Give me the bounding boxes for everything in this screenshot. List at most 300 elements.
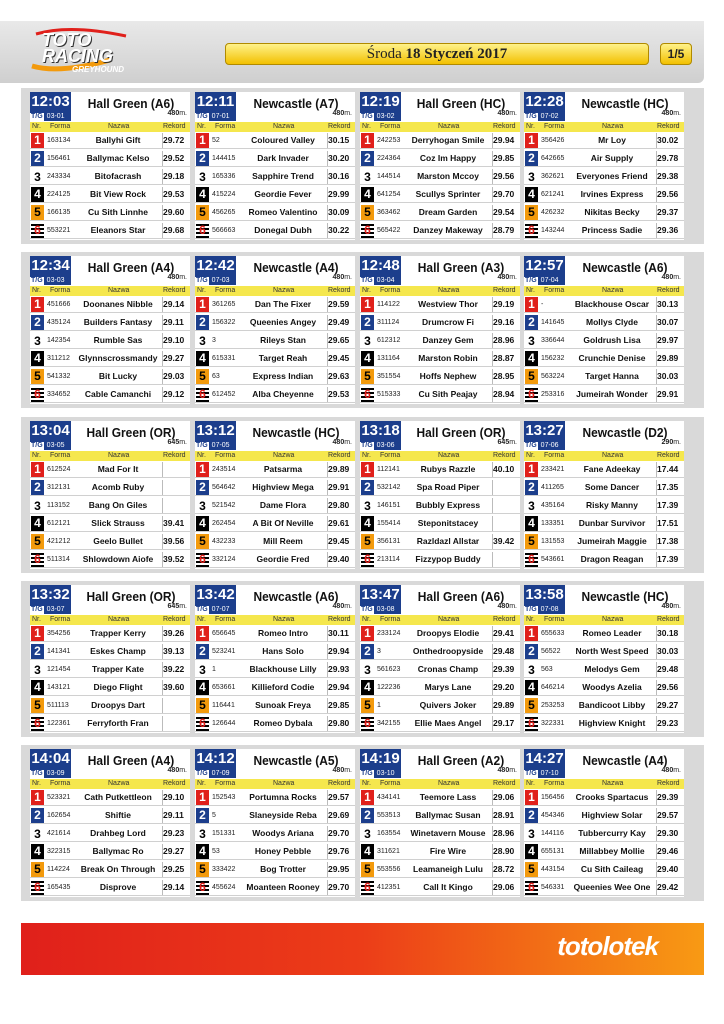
trap-number: 3 (361, 169, 374, 184)
race-time: 13:32 (31, 586, 70, 603)
runner-row (360, 314, 520, 331)
header-nr: Nr. (362, 287, 371, 294)
runner-name: Tubbercurry Kay (578, 828, 646, 838)
race-venue: Hall Green (A4) (87, 260, 175, 275)
runner-record: 29.93 (328, 664, 350, 674)
runner-name: Dan The Fixer (254, 299, 312, 309)
runner-name: Rileys Stan (260, 335, 306, 345)
runner-name: Portumna Rocks (249, 792, 317, 802)
runner-row (30, 807, 190, 824)
race-distance (333, 110, 352, 117)
column-header (30, 779, 190, 789)
runner-row (360, 825, 520, 842)
distance-unit: m. (344, 439, 352, 446)
race-venue: Newcastle (A4) (253, 260, 339, 275)
runner-name: Romeo Intro (257, 628, 309, 638)
race-distance (333, 274, 352, 281)
header-rekord: Rekord (657, 287, 680, 294)
runner-record: 29.91 (328, 482, 350, 492)
race-card (524, 421, 684, 569)
header-nr: Nr. (362, 780, 371, 787)
runner-form: 1 (212, 666, 216, 673)
runner-name: Droopys Dart (91, 700, 145, 710)
race-distance (168, 274, 187, 281)
race-distance (168, 767, 187, 774)
race-code (524, 769, 565, 778)
runner-name: Cu Sith Linnhe (88, 207, 148, 217)
header-nazwa: Nazwa (602, 123, 624, 130)
runner-row (195, 296, 355, 313)
runner-form: 566663 (212, 227, 236, 234)
race-card (360, 92, 520, 240)
runner-row (524, 497, 684, 514)
tg-badge: T/G (525, 277, 537, 284)
race-card (360, 421, 520, 569)
distance-value: 480 (661, 767, 674, 774)
race-code (524, 441, 565, 450)
runner-row (195, 204, 355, 221)
trap-number: 5 (361, 534, 374, 549)
trap-number: 1 (196, 133, 209, 148)
race-distance (662, 274, 681, 281)
runner-form: 311621 (377, 848, 400, 855)
runner-name: Highview Knight (578, 718, 646, 728)
runner-form: 435124 (47, 319, 71, 326)
trap-number: 6 (196, 552, 209, 567)
runner-name: Blackhouse Oscar (574, 299, 650, 309)
runner-name: A Bit Of Neville (252, 518, 314, 528)
race-time: 12:11 (196, 93, 235, 110)
trap-number: 2 (31, 151, 44, 166)
race-venue: Newcastle (A6) (253, 589, 339, 604)
runner-name: Hans Solo (262, 646, 304, 656)
tg-badge: T/G (361, 113, 373, 120)
runner-form: 546331 (541, 884, 565, 891)
runner-row (195, 715, 355, 732)
trap-number: 4 (525, 351, 538, 366)
runner-record: 29.23 (657, 718, 679, 728)
race-distance (662, 439, 681, 446)
runner-row (524, 679, 684, 696)
distance-value: 480 (332, 110, 345, 117)
runner-record: 29.41 (493, 628, 515, 638)
runner-name: Break On Through (80, 864, 156, 874)
race-venue: Hall Green (A4) (87, 753, 175, 768)
logo-line1: TOTO (42, 30, 92, 50)
runner-row (360, 461, 520, 478)
runner-form: 434141 (377, 794, 401, 801)
runner-row (524, 314, 684, 331)
header-forma: Forma (50, 616, 71, 623)
race-card (524, 749, 684, 897)
runner-form: 224125 (47, 191, 71, 198)
runner-row (195, 789, 355, 806)
trap-number: 5 (361, 369, 374, 384)
runner-row (30, 679, 190, 696)
runner-form: 56522 (541, 648, 561, 655)
runner-form: 565422 (377, 227, 401, 234)
tg-badge: T/G (361, 442, 373, 449)
race-code-value: 07-06 (540, 442, 559, 449)
race-code-value: 03-05 (46, 442, 65, 449)
trap-number: 6 (31, 880, 44, 895)
runner-row (195, 515, 355, 532)
runner-row (195, 625, 355, 642)
runner-name: Ballymac Susan (415, 810, 481, 820)
runner-form: 332124 (212, 556, 236, 563)
runner-name: Jumeirah Maggie (577, 536, 647, 546)
runner-record: 29.03 (163, 371, 185, 381)
race-card (195, 585, 355, 733)
tg-badge: T/G (361, 277, 373, 284)
runner-name: Woodys Azelia (582, 682, 642, 692)
runner-row (195, 386, 355, 403)
distance-value: 645 (497, 439, 510, 446)
header-forma: Forma (544, 780, 565, 787)
column-header (360, 451, 520, 461)
trap-number: 3 (525, 169, 538, 184)
runner-row (30, 697, 190, 714)
header-rekord: Rekord (657, 616, 680, 623)
runner-name: Queenies Wee One (573, 882, 651, 892)
race-card (30, 256, 190, 404)
runner-row (195, 551, 355, 568)
runner-form: 53 (212, 848, 220, 855)
runner-form: 642665 (541, 155, 565, 162)
race-code (30, 441, 71, 450)
runner-record: 29.39 (657, 792, 679, 802)
runner-record: 29.27 (163, 353, 185, 363)
runner-form: 553556 (377, 866, 401, 873)
trap-number: 1 (31, 133, 44, 148)
runner-name: Quivers Joker (419, 700, 477, 710)
runner-row (524, 204, 684, 221)
runner-record: 17.35 (657, 482, 679, 492)
runner-record: 30.03 (657, 646, 679, 656)
runner-name: Fizzypop Buddy (415, 554, 481, 564)
runner-record: 17.38 (657, 536, 679, 546)
runner-record: 29.45 (328, 353, 350, 363)
runner-record: 29.10 (163, 335, 185, 345)
runner-record: 29.99 (328, 189, 350, 199)
date-number: 18 (405, 46, 421, 62)
runner-row (195, 679, 355, 696)
column-header (360, 286, 520, 296)
runner-form: 141341 (47, 648, 71, 655)
trap-number: 5 (31, 698, 44, 713)
runner-record: 29.19 (493, 299, 515, 309)
runner-name: Bog Trotter (260, 864, 306, 874)
runner-form: 121454 (47, 666, 71, 673)
column-divider (162, 480, 163, 495)
runner-record: 30.03 (657, 371, 679, 381)
header-nr: Nr. (197, 287, 206, 294)
runner-row (524, 479, 684, 496)
trap-number: 4 (525, 680, 538, 695)
runner-row (195, 368, 355, 385)
distance-unit: m. (509, 110, 517, 117)
runner-row (30, 222, 190, 239)
runner-record: 30.22 (328, 225, 350, 235)
header-rekord: Rekord (657, 780, 680, 787)
runner-form: 162654 (47, 812, 71, 819)
runner-row (195, 222, 355, 239)
distance-value: 480 (332, 767, 345, 774)
runner-record: 30.15 (328, 135, 350, 145)
header-nr: Nr. (197, 616, 206, 623)
race-time: 12:19 (361, 93, 400, 110)
date-month-year: Styczeń 2017 (424, 46, 508, 62)
runner-record: 29.89 (328, 464, 350, 474)
trap-number: 6 (525, 387, 538, 402)
runner-record: 30.18 (657, 628, 679, 638)
runner-form: 116441 (212, 702, 235, 709)
runner-name: Rumble Sas (93, 335, 143, 345)
runner-row (195, 661, 355, 678)
runner-row (360, 643, 520, 660)
runner-form: 253253 (541, 702, 565, 709)
header-rekord: Rekord (493, 123, 516, 130)
header-nr: Nr. (32, 780, 41, 787)
tg-badge: T/G (31, 277, 43, 284)
runner-record: 39.41 (163, 518, 185, 528)
trap-number: 3 (31, 662, 44, 677)
runner-row (360, 661, 520, 678)
header-nr: Nr. (32, 287, 41, 294)
runner-record: 28.91 (493, 810, 515, 820)
runner-record: 29.60 (163, 207, 185, 217)
header-nr: Nr. (362, 452, 371, 459)
header-nazwa: Nazwa (602, 287, 624, 294)
distance-unit: m. (179, 274, 187, 281)
runner-form: 151331 (212, 830, 236, 837)
header-forma: Forma (50, 452, 71, 459)
header-nazwa: Nazwa (273, 452, 295, 459)
header-nr: Nr. (526, 123, 535, 130)
race-code-value: 07-05 (211, 442, 230, 449)
column-header (524, 779, 684, 789)
trap-number: 4 (361, 351, 374, 366)
runner-record: 29.63 (328, 371, 350, 381)
runner-form: 262454 (212, 520, 236, 527)
race-time: 14:12 (196, 750, 235, 767)
distance-unit: m. (179, 110, 187, 117)
distance-value: 645 (167, 439, 180, 446)
trap-number: 5 (525, 205, 538, 220)
column-header (524, 122, 684, 132)
runner-row (524, 296, 684, 313)
race-time: 13:58 (525, 586, 564, 603)
runner-form: 435164 (541, 502, 565, 509)
runner-name: Ballymac Kelso (86, 153, 150, 163)
runner-name: Princess Sadie (581, 225, 643, 235)
trap-number: 3 (196, 333, 209, 348)
header-rekord: Rekord (163, 780, 186, 787)
distance-unit: m. (673, 439, 681, 446)
runner-form: 515333 (377, 391, 401, 398)
race-card (360, 585, 520, 733)
runner-row (524, 861, 684, 878)
runner-record: 28.94 (493, 389, 515, 399)
runner-row (195, 314, 355, 331)
race-code (30, 276, 71, 285)
runner-row (30, 386, 190, 403)
runner-row (360, 861, 520, 878)
runner-name: Slick Strauss (91, 518, 145, 528)
trap-number: 5 (31, 862, 44, 877)
runner-form: 146151 (377, 502, 401, 509)
trap-number: 1 (525, 133, 538, 148)
distance-value: 480 (332, 603, 345, 610)
distance-unit: m. (509, 274, 517, 281)
runner-name: Trapper Kerry (90, 628, 146, 638)
runner-form: 312131 (47, 484, 71, 491)
tg-badge: T/G (31, 606, 43, 613)
trap-number: 2 (31, 315, 44, 330)
race-distance (333, 767, 352, 774)
trap-number: 3 (196, 169, 209, 184)
runner-name: Romeo Dybala (253, 718, 313, 728)
trap-number: 2 (196, 315, 209, 330)
race-distance (168, 439, 187, 446)
runner-record: 29.57 (328, 792, 350, 802)
race-code-value: 07-04 (540, 277, 559, 284)
distance-unit: m. (344, 110, 352, 117)
runner-row (524, 461, 684, 478)
runner-name: Woodys Ariana (252, 828, 314, 838)
runner-record: 29.23 (163, 828, 185, 838)
race-venue: Newcastle (A7) (253, 96, 339, 111)
header-rekord: Rekord (493, 287, 516, 294)
race-venue: Newcastle (HC) (581, 96, 669, 111)
runner-row (30, 879, 190, 896)
trap-number: 3 (31, 169, 44, 184)
runner-form: 3 (212, 337, 216, 344)
race-distance (662, 110, 681, 117)
race-venue: Hall Green (OR) (86, 425, 176, 440)
runner-record: 29.61 (328, 518, 350, 528)
header-nazwa: Nazwa (602, 452, 624, 459)
race-code (195, 769, 236, 778)
race-card (195, 92, 355, 240)
runner-name: Cath Putkettleon (84, 792, 152, 802)
header-nazwa: Nazwa (438, 123, 460, 130)
race-code-value: 07-07 (211, 606, 230, 613)
race-card (360, 749, 520, 897)
header-nr: Nr. (197, 780, 206, 787)
race-time: 14:04 (31, 750, 70, 767)
runner-name: Dunbar Survivor (578, 518, 646, 528)
trap-number: 1 (361, 626, 374, 641)
tg-badge: T/G (196, 113, 208, 120)
header-rekord: Rekord (493, 616, 516, 623)
column-divider (162, 498, 163, 513)
distance-value: 290 (661, 439, 674, 446)
trap-number: 1 (361, 790, 374, 805)
trap-number: 4 (196, 516, 209, 531)
runner-record: 29.57 (657, 810, 679, 820)
header-forma: Forma (544, 616, 565, 623)
header-rekord: Rekord (163, 287, 186, 294)
runner-row (360, 715, 520, 732)
runner-row (524, 715, 684, 732)
column-header (30, 615, 190, 625)
race-time: 13:27 (525, 422, 564, 439)
logo-line3: GREYHOUND (72, 65, 125, 74)
runner-record: 39.22 (163, 664, 185, 674)
race-code (30, 769, 71, 778)
runner-record: 29.76 (328, 846, 350, 856)
header-forma: Forma (50, 780, 71, 787)
race-venue: Newcastle (A6) (582, 260, 668, 275)
trap-number: 5 (31, 369, 44, 384)
runner-row (360, 551, 520, 568)
distance-value: 480 (167, 767, 180, 774)
runner-record: 29.97 (657, 335, 679, 345)
runner-form: 63 (212, 373, 220, 380)
runner-form: 356131 (377, 538, 401, 545)
runner-record: 29.20 (493, 682, 515, 692)
runner-row (30, 551, 190, 568)
runner-row (524, 350, 684, 367)
race-code (195, 112, 236, 121)
runner-row (524, 643, 684, 660)
runner-form: 561623 (377, 666, 401, 673)
trap-number: 5 (361, 862, 374, 877)
runner-name: Eskes Champ (90, 646, 146, 656)
runner-record: 29.72 (163, 135, 185, 145)
runner-name: Danzey Makeway (413, 225, 483, 235)
runner-form: 541332 (47, 373, 71, 380)
runner-form: 415224 (212, 191, 236, 198)
header-nr: Nr. (32, 123, 41, 130)
column-header (195, 122, 355, 132)
runner-row (524, 168, 684, 185)
runner-record: 29.94 (328, 646, 350, 656)
runner-form: 451666 (47, 301, 71, 308)
runner-row (195, 332, 355, 349)
header-nazwa: Nazwa (438, 780, 460, 787)
runner-row (195, 643, 355, 660)
runner-record: 17.51 (657, 518, 679, 528)
header-nazwa: Nazwa (273, 780, 295, 787)
runner-form: 142354 (47, 337, 71, 344)
trap-number: 4 (31, 516, 44, 531)
trap-number: 2 (31, 808, 44, 823)
runner-name: Hoffs Nephew (419, 371, 477, 381)
header-nr: Nr. (32, 452, 41, 459)
header-nazwa: Nazwa (602, 780, 624, 787)
trap-number: 6 (525, 552, 538, 567)
runner-row (524, 533, 684, 550)
runner-row (195, 132, 355, 149)
trap-number: 4 (525, 187, 538, 202)
tg-badge: T/G (196, 770, 208, 777)
runner-form: 612121 (47, 520, 71, 527)
runner-record: 29.06 (493, 882, 515, 892)
race-code (524, 605, 565, 614)
distance-unit: m. (673, 767, 681, 774)
race-card (195, 749, 355, 897)
header-rekord: Rekord (493, 452, 516, 459)
race-card (30, 421, 190, 569)
header-forma: Forma (50, 123, 71, 130)
runner-row (30, 533, 190, 550)
trap-number: 6 (361, 387, 374, 402)
runner-record: 30.20 (328, 153, 350, 163)
runner-record: 29.89 (493, 700, 515, 710)
runner-row (30, 625, 190, 642)
